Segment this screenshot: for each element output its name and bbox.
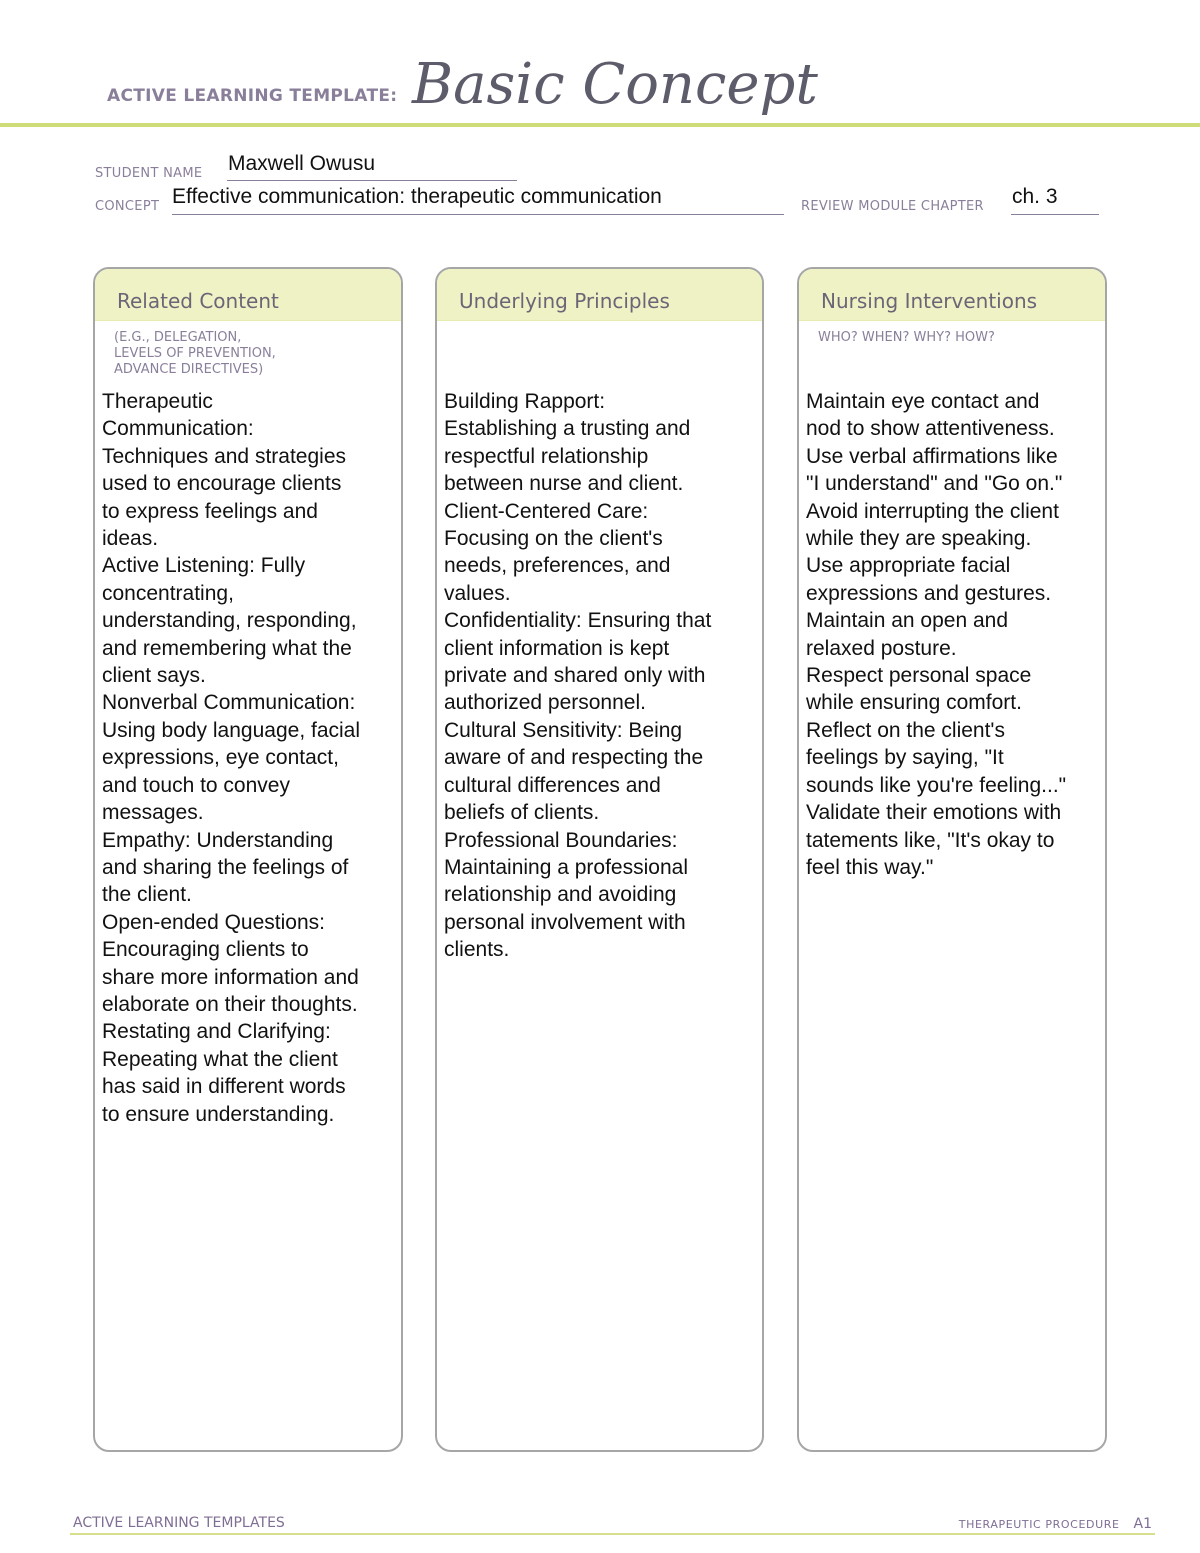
text-line: Empathy: Understanding — [102, 828, 334, 852]
nursing-interventions-subtitle — [818, 330, 995, 346]
text-line: share more information and — [102, 965, 359, 989]
header-divider — [0, 123, 1200, 127]
text-line: client says. — [102, 664, 206, 688]
related-content-panel — [93, 267, 403, 1452]
text-line: values. — [444, 581, 511, 605]
nursing-interventions-header — [799, 269, 1105, 321]
text-line: feel this way." — [806, 855, 934, 879]
related-content-subtitle — [114, 330, 276, 378]
text-line: Reflect on the client's — [806, 718, 1005, 742]
text-line: "I understand" and "Go on." — [806, 472, 1063, 496]
text-line: relationship and avoiding — [444, 883, 677, 907]
text-line: Restating and Clarifying: — [102, 1020, 331, 1044]
related-content-header — [95, 269, 401, 321]
underlying-principles-header — [437, 269, 762, 321]
text-line: Techniques and strategies — [102, 444, 346, 468]
text-line: Respect personal space — [806, 664, 1032, 688]
text-line: client information is kept — [444, 636, 670, 660]
text-line: clients. — [444, 938, 510, 962]
footer-divider — [70, 1533, 1155, 1535]
page-title: Basic Concept — [412, 52, 818, 117]
text-line: Active Listening: Fully — [102, 554, 306, 578]
text-line: has said in different words — [102, 1075, 346, 1099]
footer-procedure-label: THERAPEUTIC PROCEDURE — [958, 1518, 1120, 1531]
concept-underline — [172, 214, 784, 215]
text-line: Client-Centered Care: — [444, 499, 649, 523]
text-line: and sharing the feelings of — [102, 855, 349, 879]
subtitle-line: LEVELS OF PREVENTION, — [114, 346, 276, 361]
text-line: to express feelings and — [102, 499, 318, 523]
related-content-text[interactable] — [102, 388, 393, 1128]
text-line: respectful relationship — [444, 444, 649, 468]
concept-label: CONCEPT — [95, 199, 160, 214]
subtitle-line: ADVANCE DIRECTIVES) — [114, 362, 264, 377]
text-line: Cultural Sensitivity: Being — [444, 718, 683, 742]
text-line: expressions, eye contact, — [102, 746, 339, 770]
text-line: Avoid interrupting the client — [806, 499, 1059, 523]
text-line: Maintain an open and — [806, 609, 1008, 633]
text-line: authorized personnel. — [444, 691, 646, 715]
chapter-field[interactable]: ch. 3 — [1012, 185, 1058, 208]
text-line: the client. — [102, 883, 192, 907]
related-content-title: Related Content — [117, 289, 279, 313]
underlying-principles-text[interactable] — [444, 388, 754, 964]
text-line: private and shared only with — [444, 664, 706, 688]
text-line: between nurse and client. — [444, 472, 684, 496]
text-line: feelings by saying, "It — [806, 746, 1004, 770]
nursing-interventions-title: Nursing Interventions — [821, 289, 1038, 313]
text-line: and remembering what the — [102, 636, 352, 660]
underlying-principles-title: Underlying Principles — [459, 289, 670, 313]
chapter-label: REVIEW MODULE CHAPTER — [801, 199, 984, 214]
student-name-field[interactable]: Maxwell Owusu — [228, 152, 376, 175]
template-label: ACTIVE LEARNING TEMPLATE: — [107, 86, 398, 106]
text-line: elaborate on their thoughts. — [102, 992, 358, 1016]
text-line: Focusing on the client's — [444, 527, 663, 551]
text-line: Validate their emotions with — [806, 801, 1062, 825]
text-line: messages. — [102, 801, 204, 825]
text-line: understanding, responding, — [102, 609, 357, 633]
text-line: Building Rapport: — [444, 390, 606, 413]
text-line: Nonverbal Communication: — [102, 691, 356, 715]
text-line: expressions and gestures. — [806, 581, 1052, 605]
text-line: to ensure understanding. — [102, 1102, 335, 1126]
text-line: Communication: — [102, 417, 254, 441]
text-line: Use verbal affirmations like — [806, 444, 1058, 468]
text-line: Confidentiality: Ensuring that — [444, 609, 712, 633]
text-line: while ensuring comfort. — [806, 691, 1022, 715]
text-line: beliefs of clients. — [444, 801, 600, 825]
nursing-interventions-panel — [797, 267, 1107, 1452]
text-line: Repeating what the client — [102, 1047, 338, 1071]
subtitle-line: WHO? WHEN? WHY? HOW? — [818, 330, 995, 345]
text-line: while they are speaking. — [806, 527, 1032, 551]
concept-field[interactable]: Effective communication: therapeutic communication — [172, 185, 662, 208]
text-line: Establishing a trusting and — [444, 417, 691, 441]
text-line: Use appropriate facial — [806, 554, 1011, 578]
text-line: personal involvement with — [444, 910, 686, 934]
footer-left-text: ACTIVE LEARNING TEMPLATES — [73, 1515, 285, 1531]
text-line: cultural differences and — [444, 773, 661, 797]
text-line: concentrating, — [102, 581, 234, 605]
text-line: Encouraging clients to — [102, 938, 309, 962]
text-line: aware of and respecting the — [444, 746, 704, 770]
nursing-interventions-text[interactable] — [806, 388, 1097, 881]
subtitle-line: (E.G., DELEGATION, — [114, 330, 242, 345]
text-line: nod to show attentiveness. — [806, 417, 1055, 441]
text-line: sounds like you're feeling..." — [806, 773, 1067, 797]
text-line: Open-ended Questions: — [102, 910, 325, 934]
text-line: Therapeutic — [102, 390, 213, 413]
chapter-underline — [1011, 214, 1099, 215]
text-line: Using body language, facial — [102, 718, 361, 742]
text-line: Maintain eye contact and — [806, 390, 1040, 413]
text-line: tatements like, "It's okay to — [806, 828, 1055, 852]
text-line: ideas. — [102, 527, 159, 551]
underlying-principles-panel — [435, 267, 764, 1452]
text-line: used to encourage clients — [102, 472, 342, 496]
text-line: needs, preferences, and — [444, 554, 671, 578]
text-line: relaxed posture. — [806, 636, 957, 660]
footer-right — [959, 1516, 1152, 1532]
page-number: A1 — [1133, 1516, 1152, 1532]
text-line: and touch to convey — [102, 773, 290, 797]
student-name-label: STUDENT NAME — [95, 166, 203, 181]
student-name-underline — [227, 180, 517, 181]
text-line: Maintaining a professional — [444, 855, 688, 879]
text-line: Professional Boundaries: — [444, 828, 678, 852]
